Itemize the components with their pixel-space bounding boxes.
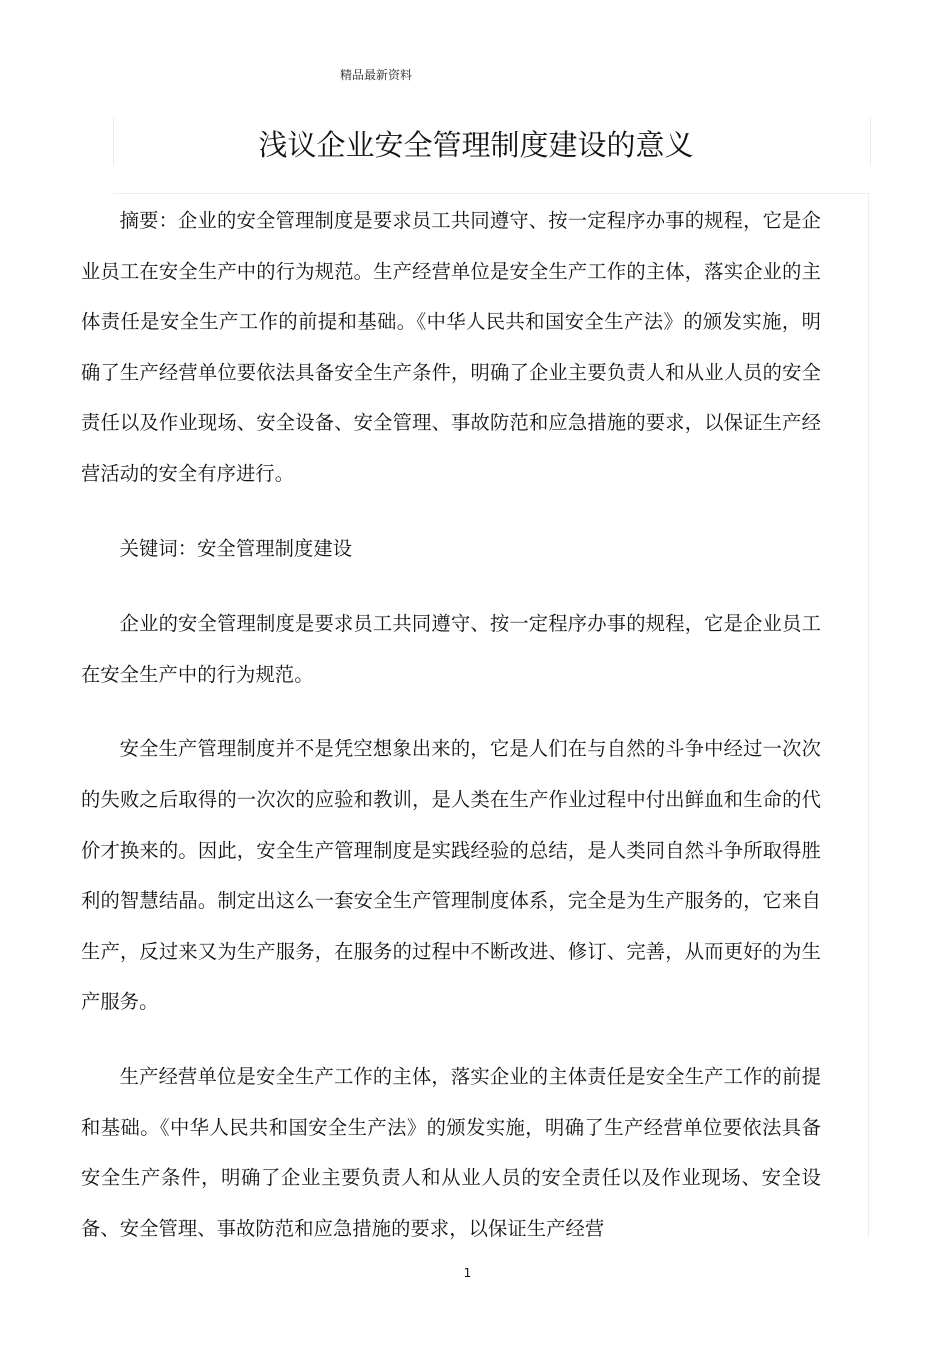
page-right-border [868, 194, 869, 1237]
abstract-paragraph: 摘要：企业的安全管理制度是要求员工共同遵守、按一定程序办事的规程，它是企业员工在安全生产中的行为规范。生产经营单位是安全生产工作的主体，落实企业的主体责任是安全生产工作的前提和基础。《中华人民共和国安全生产法》的颁发实施，明确了生产经营单位要依法具备安全生产条件，明确了企业主要负责人和从业人员的安全责任以及作业现场、安全设备、安全管理、事故防范和应急措施的要求，以保证生产经营活动的安全有序进行。 [81, 209, 821, 485]
body-paragraph: 生产经营单位是安全生产工作的主体，落实企业的主体责任是安全生产工作的前提和基础。《中华人民共和国安全生产法》的颁发实施，明确了生产经营单位要依法具备安全生产条件，明确了企业主要负责人和从业人员的安全责任以及作业现场、安全设备、安全管理、事故防范和应急措施的要求，以保证生产经营 [81, 1064, 821, 1240]
header-note: 精品最新资料 [340, 68, 413, 82]
document-body [81, 196, 821, 1278]
body-paragraph: 企业的安全管理制度是要求员工共同遵守、按一定程序办事的规程，它是企业员工在安全生产中的行为规范。 [81, 612, 821, 686]
page-number: 1 [463, 1266, 472, 1280]
document-title: 浅议企业安全管理制度建设的意义 [258, 128, 694, 162]
body-paragraph: 安全生产管理制度并不是凭空想象出来的，它是人们在与自然的斗争中经过一次次的失败之后取得的一次次的应验和教训，是人类在生产作业过程中付出鲜血和生命的代价才换来的。因此，安全生产管理制度是实践经验的总结，是人类同自然斗争所取得胜利的智慧结晶。制定出这么一套安全生产管理制度体系，完全是为生产服务的，它来自生产，反过来又为生产服务，在服务的过程中不断改进、修订、完善，从而更好的为生产服务。 [81, 737, 821, 1014]
keywords-paragraph: 关键词：安全管理制度建设 [119, 536, 353, 560]
title-divider [113, 193, 869, 194]
